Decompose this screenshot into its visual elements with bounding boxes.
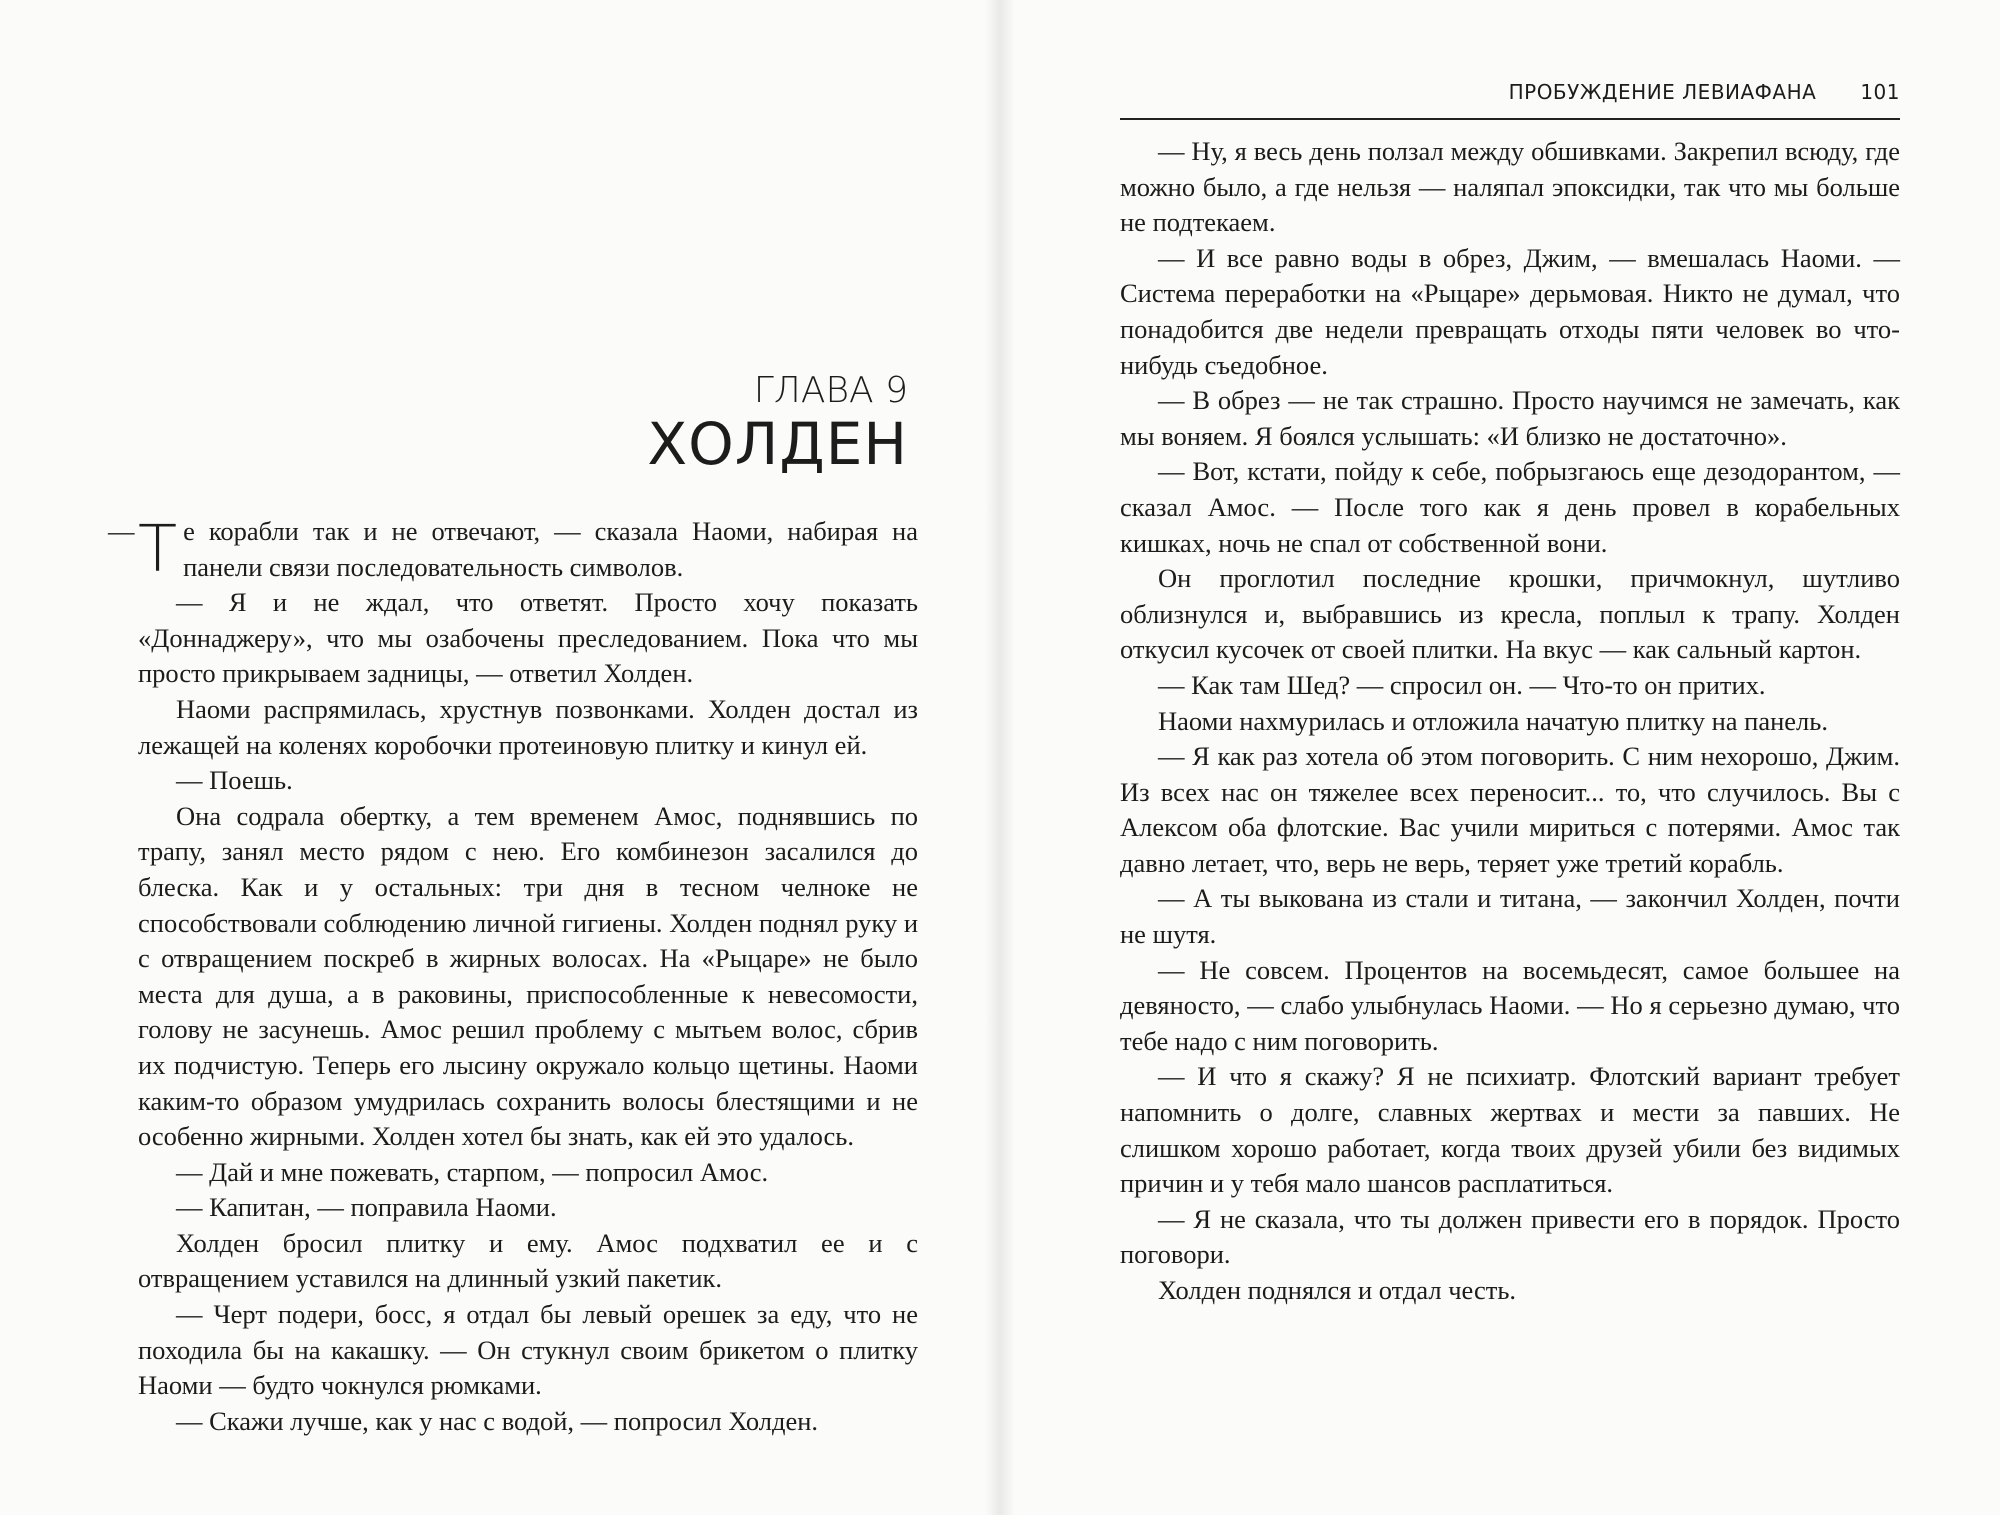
left-page-text [138,514,918,1439]
paragraph: — А ты выкована из стали и титана, — закончил Холден, почти не шутя. [1120,883,1900,950]
paragraph: Он проглотил последние крошки, причмокнул, шутливо облизнулся и, выбравшись из кресла, поплыл к трапу. Холден откусил кусочек от своей плитки. На вкус — как сальный картон. [1120,563,1900,665]
paragraph: Она содрала обертку, а тем временем Амос, поднявшись по трапу, занял место рядом с нею. Его комбинезон засалился до блеска. Как и у остальных: три дня в тесном челноке не способствовали соблюдению личной гигиены. Холден поднял руку и с отвращением поскреб в жирных волосах. На «Рыцаре» не было места для душа, а в раковины, приспособленные к невесомости, голову не засунешь. Амос решил проблему с мытьем волос, сбрив их подчистую. Теперь его лысину окружало кольцо щетины. Наоми каким-то образом умудрилась сохранить волосы блестящими и не особенно жирными. Холден хотел бы знать, как ей это удалось. [138,800,918,1152]
paragraph: — Не совсем. Процентов на восемьдесят, самое большее на девяносто, — слабо улыбнулась Наоми. — Но я серьезно думаю, что тебе надо с ним поговорить. [1120,954,1900,1056]
paragraph: — Я как раз хотела об этом поговорить. С ним нехорошо, Джим. Из всех нас он тяжелее всех переносит... то, что случилось. Вы с Алексом оба флотские. Вас учили мириться с потерями. Амос так давно летает, что, верь не верь, теряет уже третий корабль. [1120,741,1900,878]
book-title: ПРОБУЖДЕНИЕ ЛЕВИАФАНА [1508,80,1817,104]
paragraph: — Поешь. [176,765,293,796]
paragraph: — Я и не ждал, что ответят. Просто хочу показать «Доннаджеру», что мы озабочены преследованием. Пока что мы просто прикрываем задницы, — ответил Холден. [138,587,918,689]
paragraph: — В обрез — не так страшно. Просто научимся не замечать, как мы воняем. Я боялся услышать: «И близко не достаточно». [1120,385,1900,451]
drop-cap: Т [138,513,178,587]
paragraph: Холден бросил плитку и ему. Амос подхватил ее и с отвращением уставился на длинный узкий пакетик. [138,1227,918,1294]
paragraph: — Черт подери, босс, я отдал бы левый орешек за еду, что не походила бы на какашку. — Он стукнул своим брикетом о плитку Наоми — будто чокнулся рюмками. [138,1299,918,1401]
opening-dash: — [108,516,135,546]
chapter-title: ХОЛДЕН [647,410,908,478]
paragraph: — Капитан, — поправила Наоми. [176,1192,557,1223]
running-header [1120,80,1900,120]
paragraph: — Как там Шед? — спросил он. — Что-то он притих. [1158,669,1766,700]
paragraph: Те корабли так и не отвечают, — сказала Наоми, набирая на панели связи последовательность символов. [138,513,918,587]
paragraph: — И что я скажу? Я не психиатр. Флотский вариант требует напомнить о долге, славных жертвах и мести за павших. Не слишком хорошо работает, когда твоих друзей убили без видимых причин и у тебя мало шансов расплатиться. [1120,1061,1900,1199]
paragraph: — И все равно воды в обрез, Джим, — вмешалась Наоми. — Система переработки на «Рыцаре» дерьмовая. Никто не думал, что понадобится две недели превращать отходы пяти человек во что-нибудь съедобное. [1120,242,1900,380]
paragraph: Наоми распрямилась, хрустнув позвонками. Холден достал из лежащей на коленях коробочки протеиновую плитку и кинул ей. [138,693,918,760]
right-page [1000,0,2000,1515]
paragraph: — Дай и мне пожевать, старпом, — попросил Амос. [176,1156,769,1187]
paragraph: — Ну, я весь день ползал между обшивками. Закрепил всюду, где можно было, а где нельзя — наляпал эпоксидки, так что мы больше не подтекаем. [1120,136,1900,238]
paragraph: — Я не сказала, что ты должен привести его в порядок. Просто поговори. [1120,1203,1900,1270]
chapter-label: ГЛАВА 9 [753,370,908,411]
paragraph: — Скажи лучше, как у нас с водой, — попросил Холден. [176,1405,819,1436]
page-number: 101 [1860,80,1900,104]
right-page-text [1120,134,1900,1309]
paragraph: Наоми нахмурилась и отложила начатую плитку на панель. [1158,705,1828,736]
paragraph: Холден поднялся и отдал честь. [1158,1275,1517,1305]
paragraph: — Вот, кстати, пойду к себе, побрызгаюсь еще дезодорантом, — сказал Амос. — После того как я день провел в корабельных кишках, ночь не спал от собственной вони. [1120,456,1900,558]
